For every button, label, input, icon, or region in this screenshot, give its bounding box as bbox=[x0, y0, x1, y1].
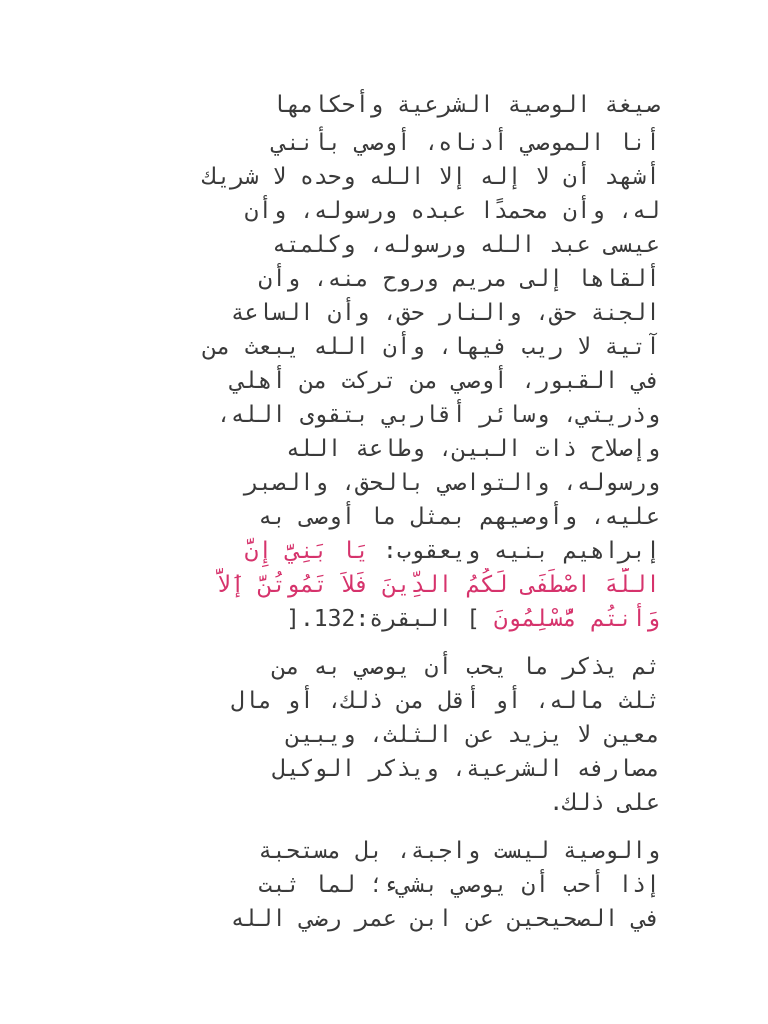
text-line-with-verse bbox=[112, 602, 660, 636]
quran-verse: اللَّهَ اصْطَفَى لَكُمُ الدِّينَ فَلاَ تَمُوتُنَّ إَلاَّ bbox=[216, 572, 660, 598]
text-line: مصارفه الشرعية، ويذكر الوكيل bbox=[272, 756, 660, 782]
document-text bbox=[112, 88, 660, 936]
text-line: أشهد أن لا إله إلا الله وحده لا شريك bbox=[203, 164, 660, 190]
paragraph-2 bbox=[112, 650, 660, 820]
document-title: صيغة الوصية الشرعية وأحكامها bbox=[272, 92, 660, 118]
text-line: وذريتي، وسائر أقاربي بتقوى الله، bbox=[216, 402, 660, 428]
paragraph-1 bbox=[112, 126, 660, 636]
verse-reference: ] البقرة:132.[ bbox=[286, 606, 494, 632]
text-line: عيسى عبد الله ورسوله، وكلمته bbox=[272, 232, 660, 258]
spacer bbox=[112, 636, 660, 650]
spacer bbox=[112, 820, 660, 834]
quran-verse: يَا بَنِيَّ إِنَّ bbox=[244, 538, 370, 564]
text-line: أنا الموصي أدناه، أوصي بأنني bbox=[272, 130, 660, 156]
text-line: ثم يذكر ما يحب أن يوصي به من bbox=[272, 654, 660, 680]
text-line: عليه، وأوصيهم بمثل ما أوصى به bbox=[258, 504, 660, 530]
text-line: والوصية ليست واجبة، بل مستحبة bbox=[258, 838, 660, 864]
text-line: ورسوله، والتواصي بالحق، والصبر bbox=[244, 470, 660, 496]
text-line: له، وأن محمدًا عبده ورسوله، وأن bbox=[244, 198, 660, 224]
text-line-with-verse bbox=[112, 534, 660, 568]
text-line: في الصحيحين عن ابن عمر رضي الله bbox=[230, 906, 660, 932]
quran-verse: وَأَنتُم مُّسْلِمُونَ bbox=[493, 606, 660, 632]
text-line: آتية لا ريب فيها، وأن الله يبعث من bbox=[203, 334, 660, 360]
text-fragment: إبراهيم بنيه ويعقوب: bbox=[369, 538, 660, 564]
text-line: معين لا يزيد عن الثلث، ويبين bbox=[286, 722, 660, 748]
text-line: ثلث ماله، أو أقل من ذلك، أو مال bbox=[230, 688, 660, 714]
text-line: إذا أحب أن يوصي بشيء؛ لما ثبت bbox=[258, 872, 660, 898]
text-line: على ذلك. bbox=[549, 790, 660, 816]
paragraph-3 bbox=[112, 834, 660, 936]
text-line: الجنة حق، والنار حق، وأن الساعة bbox=[230, 300, 660, 326]
text-line: وإصلاح ذات البين، وطاعة الله bbox=[286, 436, 660, 462]
text-line: ألقاها إلى مريم وروح منه، وأن bbox=[258, 266, 660, 292]
text-line: في القبور، أوصي من تركت من أهلي bbox=[230, 368, 660, 394]
